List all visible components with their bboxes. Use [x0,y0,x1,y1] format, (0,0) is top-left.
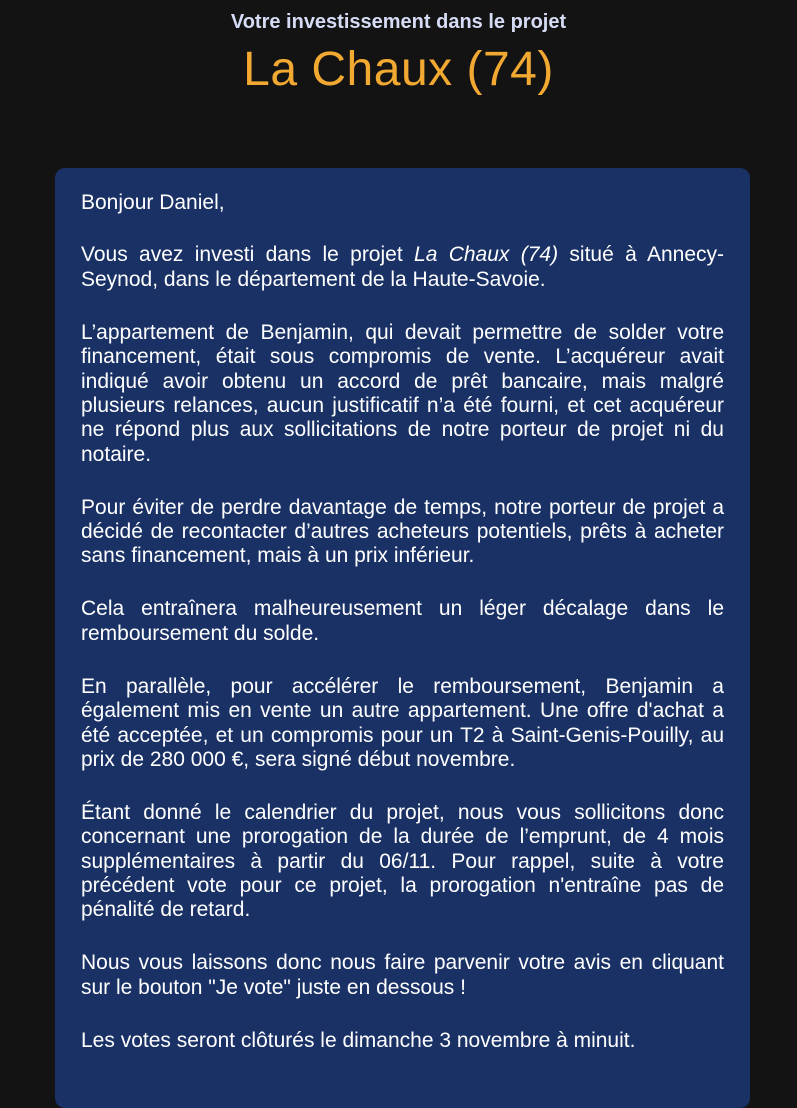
paragraph-vote-call: Nous vous laissons donc nous faire parvenir votre avis en cliquant sur le bouton "Je vote" juste en dessous ! [81,951,724,999]
email-header [0,0,797,98]
header-subtitle: Votre investissement dans le projet [230,11,567,33]
paragraph-vote-deadline: Les votes seront clôturés le dimanche 3 novembre à minuit. [81,1028,636,1052]
paragraph-new-buyers: Pour éviter de perdre davantage de temps, notre porteur de projet a décidé de recontacter d’autres acheteurs potentiels, prêts à acheter sans financement, mais à un prix inférieur. [81,495,724,568]
message-card [55,168,750,1108]
paragraph-delay: Cela entraînera malheureusement un léger décalage dans le remboursement du solde. [81,597,724,645]
greeting: Bonjour Daniel, [81,191,225,214]
project-intro-text: Vous avez investi dans le projet [81,243,415,267]
paragraph-project-location [81,243,724,292]
paragraph-second-apartment: En parallèle, pour accélérer le remboursement, Benjamin a également mis en vente un autre appartement. Une offre d'achat a été acceptée, et un compromis pour un T2 à Saint-Genis-Pouilly, au prix de 280 000 €, sera signé début novembre. [81,674,724,771]
project-name: La Chaux (74) [414,243,559,267]
paragraph-sale-situation: L’appartement de Benjamin, qui devait permettre de solder votre financement, était sous compromis de vente. L’acquéreur avait indiqué avoir obtenu un accord de prêt bancaire, mais malgré plusieurs relances, aucun justificatif n’a été fourni, et cet acquéreur ne répond plus aux sollicitations de notre porteur de projet ni du notaire. [81,320,724,466]
project-location-text: situé à Annecy-Seynod, dans le département de la Haute-Savoie. [81,243,725,291]
project-title: La Chaux (74) [243,43,554,96]
paragraph-extension-request: Étant donné le calendrier du projet, nous vous sollicitons donc concernant une prorogation de la durée de l’emprunt, de 4 mois supplémentaires à partir du 06/11. Pour rappel, suite à votre précédent vote pour ce projet, la prorogation n'entraîne pas de pénalité de retard. [81,800,724,922]
